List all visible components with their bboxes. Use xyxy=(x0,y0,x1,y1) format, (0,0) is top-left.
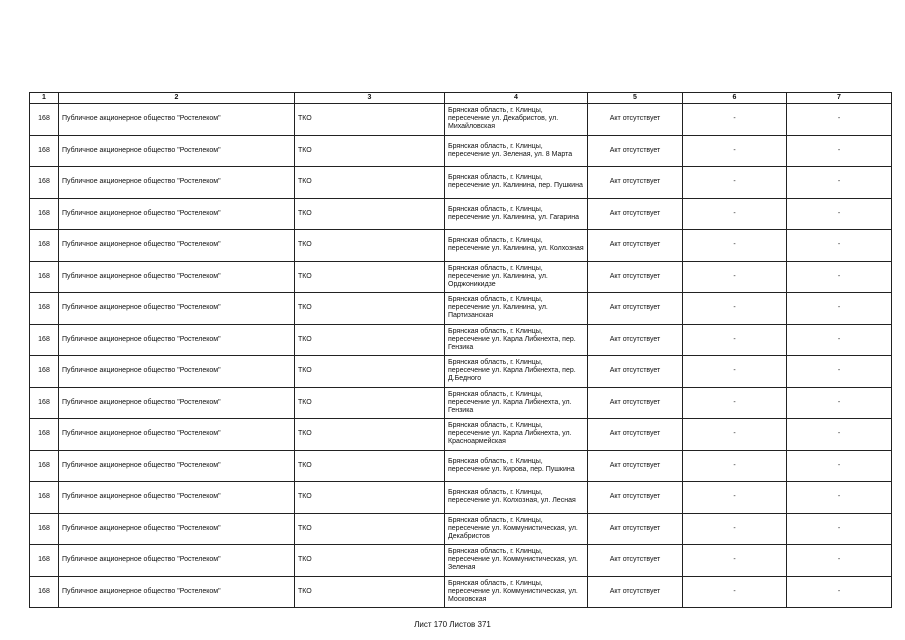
act-status: Акт отсутствует xyxy=(588,293,683,325)
table-row xyxy=(30,482,892,514)
column-header-1: 1 xyxy=(30,93,59,104)
header-row xyxy=(30,93,892,104)
column-6-value: - xyxy=(683,482,787,514)
table-row xyxy=(30,198,892,230)
act-status: Акт отсутствует xyxy=(588,450,683,482)
act-status: Акт отсутствует xyxy=(588,482,683,514)
row-number: 168 xyxy=(30,419,59,451)
column-6-value: - xyxy=(683,545,787,577)
row-number: 168 xyxy=(30,104,59,136)
column-7-value: - xyxy=(787,356,892,388)
table-row xyxy=(30,545,892,577)
address: Брянская область, г. Клинцы, пересечение ул. Коммунистическая, ул. Зеленая xyxy=(445,545,588,577)
organization-name: Публичное акционерное общество "Ростелеком" xyxy=(59,545,295,577)
address: Брянская область, г. Клинцы, пересечение ул. Калинина, ул. Колхозная xyxy=(445,230,588,262)
organization-name: Публичное акционерное общество "Ростелеком" xyxy=(59,356,295,388)
register-table xyxy=(29,92,892,608)
column-header-7: 7 xyxy=(787,93,892,104)
organization-name: Публичное акционерное общество "Ростелеком" xyxy=(59,293,295,325)
act-status: Акт отсутствует xyxy=(588,198,683,230)
column-6-value: - xyxy=(683,167,787,199)
organization-name: Публичное акционерное общество "Ростелеком" xyxy=(59,513,295,545)
column-header-3: 3 xyxy=(295,93,445,104)
column-7-value: - xyxy=(787,135,892,167)
column-7-value: - xyxy=(787,545,892,577)
organization-name: Публичное акционерное общество "Ростелеком" xyxy=(59,482,295,514)
address: Брянская область, г. Клинцы, пересечение ул. Коммунистическая, ул. Московская xyxy=(445,576,588,608)
object-type: ТКО xyxy=(295,356,445,388)
row-number: 168 xyxy=(30,135,59,167)
column-6-value: - xyxy=(683,135,787,167)
act-status: Акт отсутствует xyxy=(588,513,683,545)
organization-name: Публичное акционерное общество "Ростелеком" xyxy=(59,324,295,356)
address: Брянская область, г. Клинцы, пересечение ул. Карла Либкнехта, ул. Гензика xyxy=(445,387,588,419)
organization-name: Публичное акционерное общество "Ростелеком" xyxy=(59,198,295,230)
column-7-value: - xyxy=(787,387,892,419)
row-number: 168 xyxy=(30,230,59,262)
column-header-2: 2 xyxy=(59,93,295,104)
column-7-value: - xyxy=(787,324,892,356)
table-row xyxy=(30,293,892,325)
column-7-value: - xyxy=(787,576,892,608)
column-7-value: - xyxy=(787,104,892,136)
column-6-value: - xyxy=(683,198,787,230)
row-number: 168 xyxy=(30,324,59,356)
column-6-value: - xyxy=(683,450,787,482)
row-number: 168 xyxy=(30,387,59,419)
act-status: Акт отсутствует xyxy=(588,135,683,167)
act-status: Акт отсутствует xyxy=(588,356,683,388)
table-row xyxy=(30,104,892,136)
address: Брянская область, г. Клинцы, пересечение ул. Кирова, пер. Пушкина xyxy=(445,450,588,482)
column-6-value: - xyxy=(683,230,787,262)
organization-name: Публичное акционерное общество "Ростелеком" xyxy=(59,450,295,482)
row-number: 168 xyxy=(30,513,59,545)
act-status: Акт отсутствует xyxy=(588,545,683,577)
organization-name: Публичное акционерное общество "Ростелеком" xyxy=(59,230,295,262)
organization-name: Публичное акционерное общество "Ростелеком" xyxy=(59,419,295,451)
column-header-6: 6 xyxy=(683,93,787,104)
page-counter: Лист 170 Листов 371 xyxy=(414,620,491,629)
row-number: 168 xyxy=(30,482,59,514)
object-type: ТКО xyxy=(295,419,445,451)
column-7-value: - xyxy=(787,482,892,514)
object-type: ТКО xyxy=(295,135,445,167)
row-number: 168 xyxy=(30,450,59,482)
object-type: ТКО xyxy=(295,482,445,514)
column-7-value: - xyxy=(787,419,892,451)
address: Брянская область, г. Клинцы, пересечение ул. Калинина, ул. Гагарина xyxy=(445,198,588,230)
address: Брянская область, г. Клинцы, пересечение ул. Декабристов, ул. Михайловская xyxy=(445,104,588,136)
column-7-value: - xyxy=(787,198,892,230)
column-7-value: - xyxy=(787,230,892,262)
column-7-value: - xyxy=(787,450,892,482)
act-status: Акт отсутствует xyxy=(588,419,683,451)
organization-name: Публичное акционерное общество "Ростелеком" xyxy=(59,387,295,419)
act-status: Акт отсутствует xyxy=(588,324,683,356)
row-number: 168 xyxy=(30,167,59,199)
table-row xyxy=(30,387,892,419)
table-row xyxy=(30,167,892,199)
object-type: ТКО xyxy=(295,104,445,136)
organization-name: Публичное акционерное общество "Ростелеком" xyxy=(59,104,295,136)
table-row xyxy=(30,135,892,167)
column-6-value: - xyxy=(683,513,787,545)
column-6-value: - xyxy=(683,387,787,419)
object-type: ТКО xyxy=(295,545,445,577)
column-7-value: - xyxy=(787,293,892,325)
column-7-value: - xyxy=(787,167,892,199)
column-7-value: - xyxy=(787,261,892,293)
object-type: ТКО xyxy=(295,293,445,325)
object-type: ТКО xyxy=(295,230,445,262)
column-7-value: - xyxy=(787,513,892,545)
table-row xyxy=(30,513,892,545)
act-status: Акт отсутствует xyxy=(588,387,683,419)
organization-name: Публичное акционерное общество "Ростелеком" xyxy=(59,261,295,293)
column-header-5: 5 xyxy=(588,93,683,104)
object-type: ТКО xyxy=(295,324,445,356)
object-type: ТКО xyxy=(295,576,445,608)
table-row xyxy=(30,419,892,451)
act-status: Акт отсутствует xyxy=(588,104,683,136)
table-row xyxy=(30,450,892,482)
column-header-4: 4 xyxy=(445,93,588,104)
row-number: 168 xyxy=(30,198,59,230)
table-row xyxy=(30,230,892,262)
object-type: ТКО xyxy=(295,450,445,482)
table-row xyxy=(30,576,892,608)
organization-name: Публичное акционерное общество "Ростелеком" xyxy=(59,576,295,608)
object-type: ТКО xyxy=(295,261,445,293)
act-status: Акт отсутствует xyxy=(588,230,683,262)
act-status: Акт отсутствует xyxy=(588,261,683,293)
column-6-value: - xyxy=(683,576,787,608)
column-6-value: - xyxy=(683,324,787,356)
object-type: ТКО xyxy=(295,513,445,545)
address: Брянская область, г. Клинцы, пересечение ул. Калинина, ул. Орджоникидзе xyxy=(445,261,588,293)
address: Брянская область, г. Клинцы, пересечение ул. Коммунистическая, ул. Декабристов xyxy=(445,513,588,545)
table-row xyxy=(30,261,892,293)
column-6-value: - xyxy=(683,261,787,293)
row-number: 168 xyxy=(30,261,59,293)
object-type: ТКО xyxy=(295,387,445,419)
address: Брянская область, г. Клинцы, пересечение ул. Калинина, пер. Пушкина xyxy=(445,167,588,199)
address: Брянская область, г. Клинцы, пересечение ул. Карла Либкнехта, пер. Гензика xyxy=(445,324,588,356)
table-row xyxy=(30,324,892,356)
organization-name: Публичное акционерное общество "Ростелеком" xyxy=(59,135,295,167)
act-status: Акт отсутствует xyxy=(588,576,683,608)
act-status: Акт отсутствует xyxy=(588,167,683,199)
table-body xyxy=(30,104,892,608)
object-type: ТКО xyxy=(295,167,445,199)
row-number: 168 xyxy=(30,293,59,325)
address: Брянская область, г. Клинцы, пересечение ул. Колхозная, ул. Лесная xyxy=(445,482,588,514)
address: Брянская область, г. Клинцы, пересечение ул. Зеленая, ул. 8 Марта xyxy=(445,135,588,167)
organization-name: Публичное акционерное общество "Ростелеком" xyxy=(59,167,295,199)
object-type: ТКО xyxy=(295,198,445,230)
row-number: 168 xyxy=(30,545,59,577)
column-6-value: - xyxy=(683,419,787,451)
row-number: 168 xyxy=(30,356,59,388)
table-row xyxy=(30,356,892,388)
column-6-value: - xyxy=(683,293,787,325)
address: Брянская область, г. Клинцы, пересечение ул. Калинина, ул. Партизанская xyxy=(445,293,588,325)
address: Брянская область, г. Клинцы, пересечение ул. Карла Либкнехта, пер. Д.Бедного xyxy=(445,356,588,388)
row-number: 168 xyxy=(30,576,59,608)
address: Брянская область, г. Клинцы, пересечение ул. Карла Либкнехта, ул. Красноармейская xyxy=(445,419,588,451)
column-6-value: - xyxy=(683,356,787,388)
column-6-value: - xyxy=(683,104,787,136)
